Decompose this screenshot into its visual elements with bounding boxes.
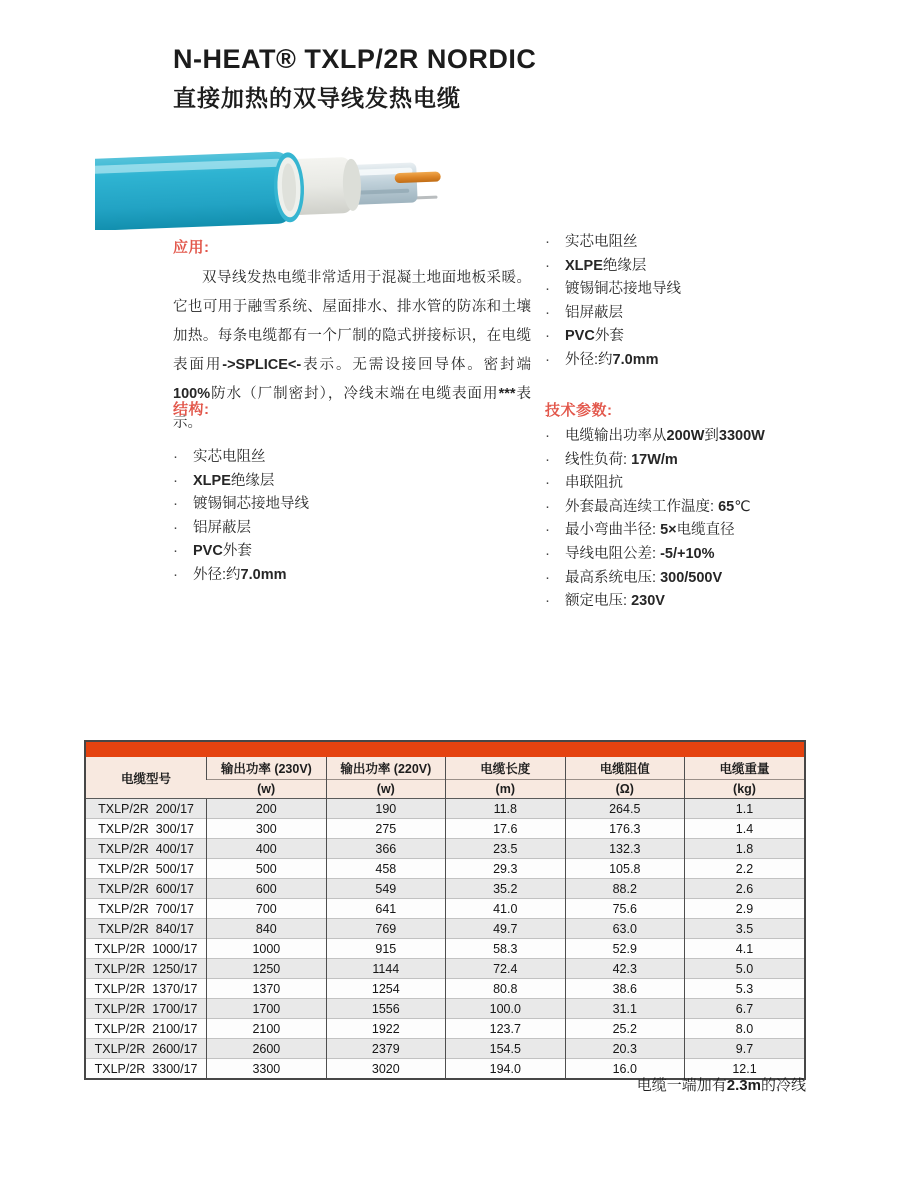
bullet-icon: · <box>173 495 178 513</box>
cell-value: 154.5 <box>446 1039 565 1059</box>
application-paragraph: 双导线发热电缆非常适用于混凝土地面地板采暖。它也可用于融雪系统、屋面排水、排水管的防冻和土壤加热。每条电缆都有一个厂制的隐式拼接标识，在电缆表面用->SPLICE<-表示。无需设接回导体。密封端100%防水（厂制密封），冷线末端在电缆表面用***表示。 <box>173 270 532 431</box>
cell-value: 641 <box>326 899 445 919</box>
table-row <box>86 959 804 979</box>
cell-value: 458 <box>326 859 445 879</box>
cell-value: 58.3 <box>446 939 565 959</box>
tech-params-list <box>545 424 885 613</box>
cell-value: 1000 <box>207 939 326 959</box>
list-item <box>545 424 885 448</box>
cell-value: 105.8 <box>565 859 684 879</box>
list-item-label: 线性负荷: 17W/m <box>565 451 678 468</box>
list-item <box>545 324 885 348</box>
bullet-icon: · <box>545 427 550 444</box>
table-row <box>86 1039 804 1059</box>
list-item-label: PVC外套 <box>193 543 252 560</box>
table-row <box>86 879 804 899</box>
col-header-unit: (m) <box>446 780 565 799</box>
cell-model: TXLP/2R 600/17 <box>86 879 207 899</box>
cell-value: 5.0 <box>684 959 804 979</box>
cell-model: TXLP/2R 2100/17 <box>86 1019 207 1039</box>
cell-value: 8.0 <box>684 1019 804 1039</box>
cell-value: 6.7 <box>684 999 804 1019</box>
cell-value: 52.9 <box>565 939 684 959</box>
list-item-label: 电缆输出功率从200W到3300W <box>565 428 765 444</box>
col-header: 输出功率 (220V) <box>326 757 445 780</box>
structure-list <box>173 445 513 587</box>
cell-model: TXLP/2R 2600/17 <box>86 1039 207 1059</box>
cell-value: 2.6 <box>684 879 804 899</box>
spec-table-body <box>86 799 804 1079</box>
list-item-label: 镀锡铜芯接地导线 <box>193 496 309 513</box>
cable-graphic <box>95 146 442 230</box>
bullet-icon: · <box>545 474 550 492</box>
cell-value: 549 <box>326 879 445 899</box>
cell-value: 1144 <box>326 959 445 979</box>
list-item <box>173 469 513 493</box>
cell-model: TXLP/2R 1700/17 <box>86 999 207 1019</box>
list-item <box>545 277 885 301</box>
cell-value: 5.3 <box>684 979 804 999</box>
bullet-icon: · <box>173 448 178 465</box>
col-header: 电缆阻值 <box>565 757 684 780</box>
cell-value: 190 <box>326 799 445 819</box>
list-item-label: 实芯电阻丝 <box>193 449 266 465</box>
table-row <box>86 999 804 1019</box>
page-title: N-HEAT® TXLP/2R NORDIC <box>173 44 537 74</box>
spec-table <box>86 757 804 1078</box>
list-item-label: XLPE绝缘层 <box>193 472 275 489</box>
bullet-icon: · <box>545 544 550 562</box>
list-item <box>545 495 885 519</box>
cell-value: 80.8 <box>446 979 565 999</box>
list-item <box>545 301 885 325</box>
cell-value: 2.9 <box>684 899 804 919</box>
bullet-icon: · <box>545 568 550 586</box>
cell-value: 72.4 <box>446 959 565 979</box>
tech-params-heading: 技术参数: <box>545 402 613 419</box>
cell-value: 275 <box>326 819 445 839</box>
table-row <box>86 899 804 919</box>
cell-value: 769 <box>326 919 445 939</box>
cell-value: 500 <box>207 859 326 879</box>
table-accent-bar <box>86 742 804 757</box>
cell-value: 300 <box>207 819 326 839</box>
cell-value: 38.6 <box>565 979 684 999</box>
cell-value: 25.2 <box>565 1019 684 1039</box>
cell-value: 2379 <box>326 1039 445 1059</box>
bullet-icon: · <box>545 280 550 298</box>
bullet-icon: · <box>545 592 550 610</box>
list-item <box>545 254 885 278</box>
cell-value: 1.1 <box>684 799 804 819</box>
cell-value: 88.2 <box>565 879 684 899</box>
structure-heading: 结构: <box>173 401 210 418</box>
cell-model: TXLP/2R 200/17 <box>86 799 207 819</box>
cell-value: 400 <box>207 839 326 859</box>
bullet-icon: · <box>545 450 550 468</box>
cell-value: 700 <box>207 899 326 919</box>
cell-value: 42.3 <box>565 959 684 979</box>
list-item-label: 最小弯曲半径: 5×电缆直径 <box>565 522 735 539</box>
cell-value: 2600 <box>207 1039 326 1059</box>
cell-value: 29.3 <box>446 859 565 879</box>
cell-value: 1922 <box>326 1019 445 1039</box>
spec-table-container <box>84 740 806 1080</box>
col-header-unit: (kg) <box>684 780 804 799</box>
section-structure <box>173 398 513 587</box>
table-row <box>86 859 804 879</box>
bullet-icon: · <box>545 233 550 250</box>
list-item <box>545 230 885 254</box>
spec-table-header <box>86 757 804 799</box>
cell-value: 75.6 <box>565 899 684 919</box>
cell-value: 2100 <box>207 1019 326 1039</box>
list-item-label: PVC外套 <box>565 328 624 345</box>
bullet-icon: · <box>173 471 178 489</box>
section-tech-params <box>545 399 885 613</box>
cable-layers-list-top <box>545 230 885 372</box>
cell-model: TXLP/2R 500/17 <box>86 859 207 879</box>
bullet-icon: · <box>173 542 178 560</box>
table-row <box>86 979 804 999</box>
cell-value: 1254 <box>326 979 445 999</box>
bullet-icon: · <box>545 350 550 368</box>
table-row <box>86 1019 804 1039</box>
cell-value: 49.7 <box>446 919 565 939</box>
application-heading: 应用: <box>173 239 210 256</box>
list-item <box>545 589 885 613</box>
cell-value: 100.0 <box>446 999 565 1019</box>
cell-value: 200 <box>207 799 326 819</box>
col-header-unit: (Ω) <box>565 780 684 799</box>
list-item-label: 外径:约7.0mm <box>565 351 659 368</box>
cell-value: 3020 <box>326 1059 445 1079</box>
list-item-label: 最高系统电压: 300/500V <box>565 569 723 586</box>
table-row <box>86 939 804 959</box>
cell-model: TXLP/2R 400/17 <box>86 839 207 859</box>
list-item <box>173 445 513 469</box>
list-item <box>173 492 513 516</box>
cell-model: TXLP/2R 1250/17 <box>86 959 207 979</box>
cell-value: 132.3 <box>565 839 684 859</box>
table-row <box>86 799 804 819</box>
cell-value: 9.7 <box>684 1039 804 1059</box>
table-row <box>86 839 804 859</box>
cell-value: 20.3 <box>565 1039 684 1059</box>
list-item <box>545 448 885 472</box>
list-item <box>173 563 513 587</box>
list-item <box>545 518 885 542</box>
table-row <box>86 919 804 939</box>
bullet-icon: · <box>545 327 550 345</box>
cell-value: 1.8 <box>684 839 804 859</box>
list-item <box>545 348 885 372</box>
col-header: 电缆重量 <box>684 757 804 780</box>
list-item-label: 铝屏蔽层 <box>565 304 623 321</box>
cell-value: 31.1 <box>565 999 684 1019</box>
list-item <box>173 516 513 540</box>
cell-value: 1370 <box>207 979 326 999</box>
cell-model: TXLP/2R 1000/17 <box>86 939 207 959</box>
conductor-pin <box>395 171 441 183</box>
table-row <box>86 819 804 839</box>
bullet-icon: · <box>545 256 550 274</box>
cell-value: 264.5 <box>565 799 684 819</box>
cell-value: 41.0 <box>446 899 565 919</box>
cell-value: 12.1 <box>684 1059 804 1079</box>
cell-model: TXLP/2R 3300/17 <box>86 1059 207 1079</box>
cell-value: 1250 <box>207 959 326 979</box>
list-item-label: 导线电阻公差: -5/+10% <box>565 545 715 562</box>
cell-value: 123.7 <box>446 1019 565 1039</box>
col-header-unit: (w) <box>207 780 326 799</box>
cell-value: 35.2 <box>446 879 565 899</box>
bullet-icon: · <box>173 565 178 583</box>
table-footnote: 电缆一端加有2.3m的冷线 <box>636 1077 806 1094</box>
list-item-label: 串联阻抗 <box>565 475 623 492</box>
list-item-label: 实芯电阻丝 <box>565 234 638 250</box>
cell-value: 600 <box>207 879 326 899</box>
cell-model: TXLP/2R 300/17 <box>86 819 207 839</box>
cell-value: 915 <box>326 939 445 959</box>
bullet-icon: · <box>545 521 550 539</box>
cell-value: 3300 <box>207 1059 326 1079</box>
list-item-label: 外径:约7.0mm <box>193 566 287 583</box>
cell-value: 17.6 <box>446 819 565 839</box>
page-subtitle: 直接加热的双导线发热电缆 <box>173 85 461 111</box>
cell-value: 11.8 <box>446 799 565 819</box>
list-item-label: 铝屏蔽层 <box>193 519 251 536</box>
cell-value: 4.1 <box>684 939 804 959</box>
cell-value: 1556 <box>326 999 445 1019</box>
list-item <box>545 471 885 495</box>
cable-product-image <box>95 146 447 230</box>
cell-value: 194.0 <box>446 1059 565 1079</box>
list-item-label: 镀锡铜芯接地导线 <box>565 281 681 298</box>
col-header: 输出功率 (230V) <box>207 757 326 780</box>
bullet-icon: · <box>545 497 550 515</box>
list-item-label: XLPE绝缘层 <box>565 257 647 274</box>
cell-value: 63.0 <box>565 919 684 939</box>
cell-value: 1.4 <box>684 819 804 839</box>
list-item <box>545 566 885 590</box>
cell-value: 2.2 <box>684 859 804 879</box>
cell-value: 16.0 <box>565 1059 684 1079</box>
list-item-label: 额定电压: 230V <box>565 593 665 610</box>
cell-model: TXLP/2R 700/17 <box>86 899 207 919</box>
cell-value: 3.5 <box>684 919 804 939</box>
cell-value: 176.3 <box>565 819 684 839</box>
col-header-unit: (w) <box>326 780 445 799</box>
cell-model: TXLP/2R 1370/17 <box>86 979 207 999</box>
cell-value: 1700 <box>207 999 326 1019</box>
list-item-label: 外套最高连续工作温度: 65℃ <box>565 498 751 515</box>
cell-value: 840 <box>207 919 326 939</box>
cell-model: TXLP/2R 840/17 <box>86 919 207 939</box>
list-item <box>173 539 513 563</box>
list-item <box>545 542 885 566</box>
cell-value: 23.5 <box>446 839 565 859</box>
col-header: 电缆长度 <box>446 757 565 780</box>
col-header-model: 电缆型号 <box>86 757 207 799</box>
bullet-icon: · <box>173 518 178 536</box>
bullet-icon: · <box>545 303 550 321</box>
cell-value: 366 <box>326 839 445 859</box>
